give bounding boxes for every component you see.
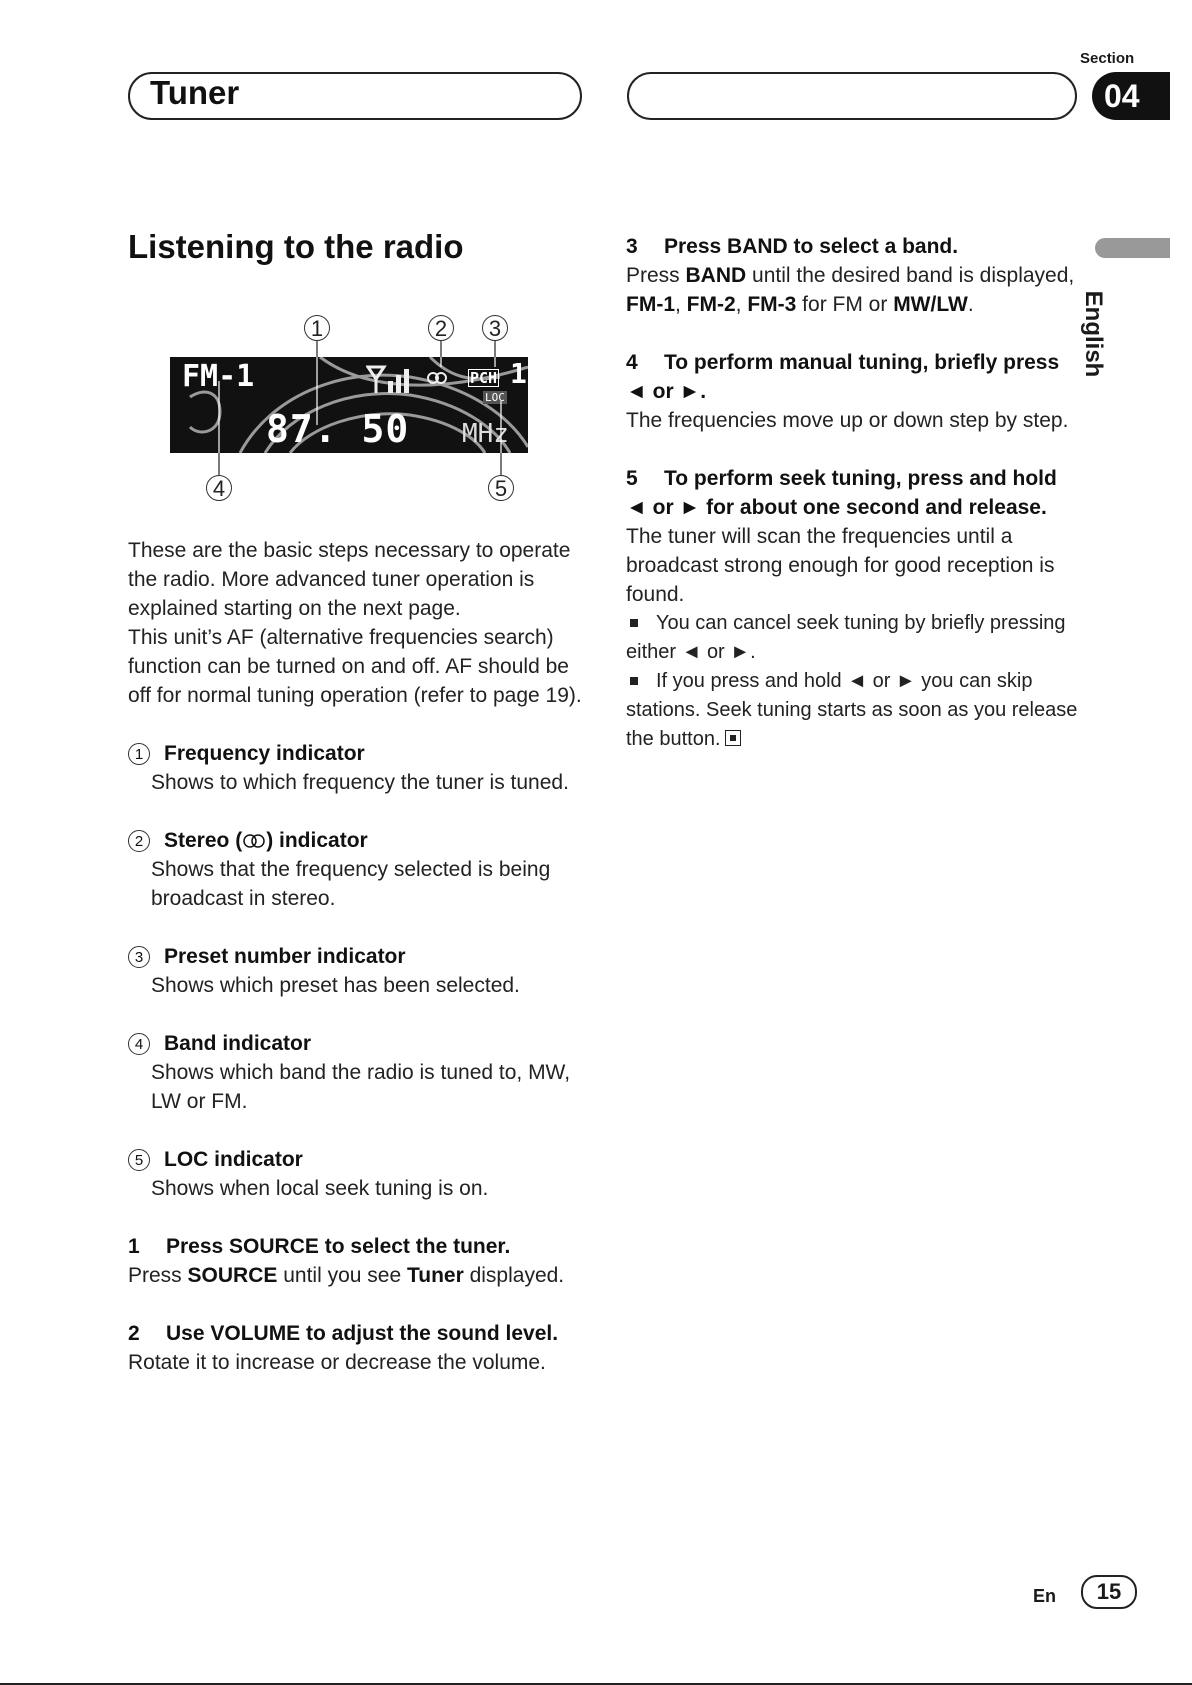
right-column [626,232,1086,754]
header-blank-pill [627,72,1077,120]
indicator-desc-1: Shows to which frequency the tuner is tuned. [151,771,569,794]
step-3-title: 3 Press BAND to select a band. [626,235,959,258]
step-1-body: Press SOURCE until you see Tuner displayed. [128,1264,565,1287]
step-5-title-cont: ◄ or ► for about one second and release. [626,496,1047,519]
frequency-indicator: 87. 50 [266,407,410,451]
left-column [128,536,596,1377]
band-indicator: FM-1 [182,359,255,394]
step-5-title: 5 To perform seek tuning, press and hold [626,467,1057,490]
step-5-bullet-1: You can cancel seek tuning by briefly pressing either ◄ or ►. [626,612,1066,663]
section-number-badge: 04 [1092,72,1170,120]
bullet-icon [630,677,638,685]
intro-paragraph-2: This unit’s AF (alternative frequencies search) function can be turned on and off. AF should be off for normal tuning operation (refer to page 19). [128,626,582,707]
indicator-desc-3: Shows which preset has been selected. [151,974,520,997]
step-4-body: The frequencies move up or down step by step. [626,409,1069,432]
indicator-title-2: 2 Stereo ( ) indicator [128,826,596,855]
section-heading: Listening to the radio [128,228,464,265]
stereo-icon [242,833,266,849]
callout-1: 1 [304,315,330,341]
section-label: Section [1080,50,1135,67]
indicator-desc-4: Shows which band the radio is tuned to, MW, LW or FM. [151,1061,571,1113]
language-label: English [1080,290,1107,378]
footer-language-code: En [1033,1586,1057,1606]
callout-leader-lines [128,305,588,505]
language-tab [1095,238,1170,258]
step-2-body: Rotate it to increase or decrease the volume. [128,1351,546,1374]
indicator-title-4: 4 Band indicator [128,1029,596,1058]
preset-label: PCH [470,369,498,387]
callout-2: 2 [428,315,454,341]
preset-number-indicator: 1 [510,357,527,390]
step-1-title: 1 Press SOURCE to select the tuner. [128,1235,511,1258]
step-4-title-cont: ◄ or ►. [626,380,707,403]
step-5-body: The tuner will scan the frequencies until a broadcast strong enough for good reception is found. [626,525,1055,606]
page-number: 15 [1081,1575,1137,1609]
indicator-title-3: 3 Preset number indicator [128,942,596,971]
step-4-title: 4 To perform manual tuning, briefly press [626,351,1060,374]
radio-display-illustration [128,305,588,505]
indicator-desc-2: Shows that the frequency selected is being broadcast in stereo. [151,858,551,910]
callout-3: 3 [482,315,508,341]
indicator-title-1: 1 Frequency indicator [128,739,596,768]
bullet-icon [630,619,638,627]
step-2-title: 2 Use VOLUME to adjust the sound level. [128,1322,559,1345]
page-title: Tuner [150,74,240,111]
intro-paragraph-1: These are the basic steps necessary to operate the radio. More advanced tuner operation is explained starting on the next page. [128,539,571,620]
step-5-bullet-2: If you press and hold ◄ or ► you can skip stations. Seek tuning starts as soon as you release the button. [626,670,1078,750]
loc-indicator: LOC [485,391,505,404]
step-3-body: Press BAND until the desired band is displayed, FM-1, FM-2, FM-3 for FM or MW/LW. [626,264,1075,316]
frequency-unit: MHz [462,419,509,449]
end-mark-icon [725,730,741,746]
indicator-title-5: 5 LOC indicator [128,1145,596,1174]
callout-5: 5 [488,475,514,501]
indicator-desc-5: Shows when local seek tuning is on. [151,1177,489,1200]
callout-4: 4 [206,475,232,501]
